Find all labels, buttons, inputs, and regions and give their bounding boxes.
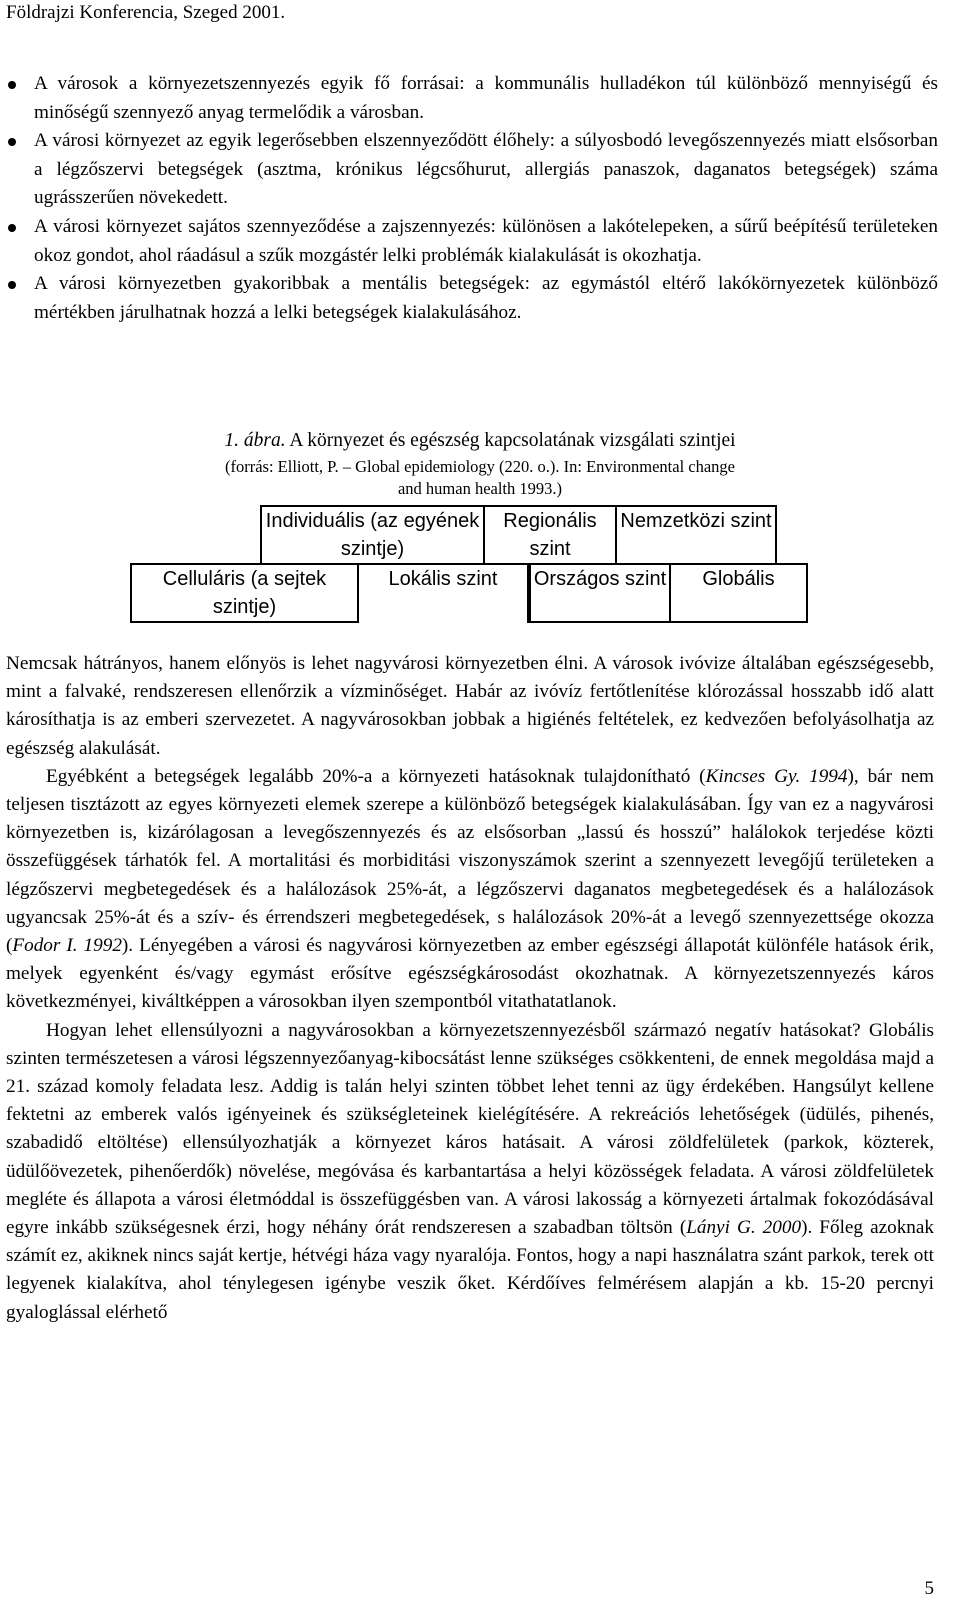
level-international: Nemzetközi szint (617, 505, 777, 565)
level-global: Globális (671, 563, 808, 623)
bullet-list (6, 70, 938, 327)
bullet-item (6, 127, 938, 213)
bullet-text: A városok a környezetszennyezés egyik fő forrásai: a kommunális hulladékon túl különböző mennyiségű és minőségű szennyező anyag termelődik a városban. (34, 73, 938, 123)
bullet-icon (8, 138, 16, 146)
level-local: Lokális szint (359, 563, 529, 623)
figure-number: 1. ábra. (224, 430, 286, 451)
level-individual: Individuális (az egyének szintje) (260, 505, 485, 565)
figure-title: A környezet és egészség kapcsolatának vizsgálati szintjei (285, 430, 736, 451)
citation: Kincses Gy. 1994 (705, 765, 848, 787)
bullet-text: A városi környezet sajátos szennyeződése a zajszennyezés: különösen a lakótelepeken, a sűrű beépítésű területeken okoz gondot, ahol ráadásul a szűk mozgástér lelki problémák kialakulását is okozhatja. (34, 215, 938, 266)
running-header: Földrajzi Konferencia, Szeged 2001. (6, 2, 286, 23)
levels-diagram (130, 505, 790, 623)
level-regional: Regionális szint (485, 505, 617, 565)
citation: Lányi G. 2000 (686, 1217, 802, 1239)
text-run: Hogyan lehet ellensúlyozni a nagyvárosokban a környezetszennyezésből származó negatív hatásokat? Globális szinten természetesen a városi légszennyezőanyag-kibocsátást lenne szükséges csökkenteni, de ennek megoldása majd a 21. század komoly feladata lesz. Addig is talán helyi szinten többet lehet tenni az ügy érdekében. Hangsúlyt kellene fektetni az emberek valós igényeinek és szükségleteinek kielégítésére. A rekreációs lehetőségek (üdülés, pihenés, szabadidő eltöltése) ellensúlyozhatják a környezet káros hatásait. A városi zöldfelületek (parkok, közterek, üdülőövezetek, pihenőerdők) növelése, megóvása és karbantartása a helyi közösségek feladata. A városi zöldfelületek megléte és állapota a városi életmóddal is összefüggésben van. A városi lakosság a környezeti ártalmak fokozódásával egyre inkább szükségesnek érzi, hogy néhány órát rendszeresen a szabadban töltsön ( (6, 1019, 934, 1239)
text-run: ), bár nem teljesen tisztázott az egyes környezeti elemek szerepe a különböző betegségek kialakulásában. Így van ez a nagyvárosi környezetben is, kizárólagosan a levegőszennyezés és az elsősorban „lassú és hosszú” halálokok terjedése közti összefüggések tárhatók fel. A mortalitási és morbiditási viszonyszámok szerint a szennyezett levegőjű területeken a légzőszervi megbetegedések és a halálozások 25%-át, a légzőszervi daganatos megbetegedések és a halálozások ugyancsak 25%-át és a szív- és érrendszeri megbetegedések, s halálozások 20%-át a levegő szennyezettsége okozza ( (6, 765, 934, 957)
paragraph (6, 763, 934, 1017)
text-run: ). Lényegében a városi és nagyvárosi környezetben az ember egészségi állapotát különféle hatások érik, melyek egyenként és/vagy egymást erősítve egészségkárosodást okozhatnak. A környezetszennyezés káros következményei, kiváltképpen a városokban ilyen szempontból vitathatatlanok. (6, 935, 934, 1013)
figure-source-line-2: and human health 1993.) (397, 479, 563, 498)
bullet-item (6, 70, 938, 127)
bullet-item (6, 270, 938, 327)
body-text (6, 650, 934, 1327)
figure-source-line-1: (forrás: Elliott, P. – Global epidemiology (220. o.). In: Environmental change (224, 457, 736, 476)
figure-caption (0, 428, 960, 454)
level-national: Országos szint (529, 563, 671, 623)
paragraph: Nemcsak hátrányos, hanem előnyös is lehet nagyvárosi környezetben élni. A városok ivóvize általában egészségesebb, mint a falvaké, rendszeresen ellenőrzik a vízminőséget. Habár az ivóvíz fertőtlenítése klórozással hosszabb idő alatt károsíthatja is az emberi szervezetet. A nagyvárosokban jobbak a higiénés feltételek, ez kedvezően befolyásolhatja az egészség alakulását. (6, 653, 934, 759)
bullet-text: A városi környezetben gyakoribbak a mentális betegségek: az egymástól eltérő lakókörnyezetek különböző mértékben járulhatnak hozzá a lelki betegségek kialakulásához. (34, 273, 938, 323)
level-cellular: Celluláris (a sejtek szintje) (130, 563, 359, 623)
bullet-icon (8, 281, 16, 289)
bullet-icon (8, 224, 16, 232)
text-run: Egyébként a betegségek legalább 20%-a a környezeti hatásoknak tulajdonítható ( (46, 765, 706, 787)
bullet-item (6, 213, 938, 270)
bullet-text: A városi környezet az egyik legerősebben elszennyeződött élőhely: a súlyosbodó levegőszennyezés miatt elsősorban a légzőszervi betegségek (asztma, krónikus légcsőhurut, allergiás panaszok, daganatos betegségek) száma ugrásszerűen növekedett. (34, 130, 938, 209)
citation: Fodor I. 1992 (12, 935, 122, 957)
page-number: 5 (924, 1578, 934, 1599)
text-run: ). Főleg azoknak számít ez, akiknek nincs saját kertje, hétvégi háza vagy nyaralója. Fontos, hogy a napi használatra szánt parkok, terek ott legyenek kialakítva, ahol ténylegesen igénybe veszik őket. Kérdőíves felmérésem alapján a kb. 15-20 percnyi gyaloglással elérhető (6, 1217, 934, 1323)
paragraph (6, 1017, 934, 1327)
bullet-icon (8, 81, 16, 89)
